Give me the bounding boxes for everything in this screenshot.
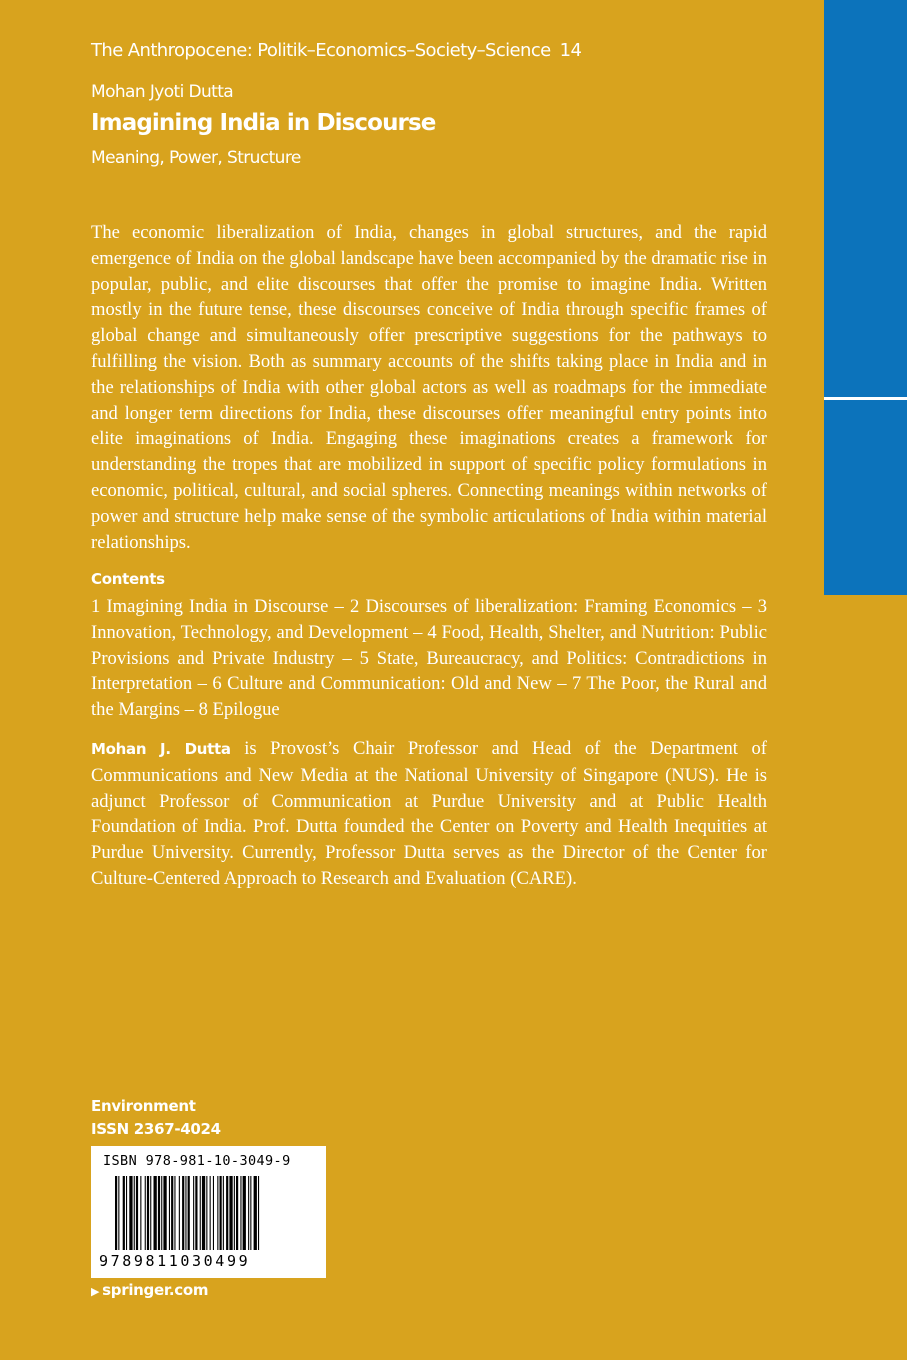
publisher-link[interactable] [91, 1281, 208, 1299]
barcode-bar [220, 1176, 222, 1250]
barcode-bar [163, 1176, 166, 1250]
publisher-url: springer.com [102, 1281, 209, 1299]
blurb-paragraph: The economic liberalization of India, changes in global structures, and the rapid emergence of India on the global landscape have been accompanied by the dramatic rise in popular, public, and elite discourses that offer the promise to imagine India. Written mostly in the future tense, these discourses conceive of India through specific frames of global change and simultaneously offer prescriptive suggestions for the pathways to fulfilling the vision. Both as summary accounts of the shifts taking place in India and in the relationships of India with other global actors as well as roadmaps for the immediate and longer term directions for India, these discourses offer meaningful entry points into elite imaginations of India. Engaging these imaginations creates a framework for understanding the tropes that are mobilized in support of specific policy formulations in economic, political, cultural, and social spheres. Connecting meanings within networks of power and structure help make sense of the symbolic articulations of India within material relationships. [91, 222, 767, 553]
barcode-bar [182, 1176, 184, 1250]
subject-block [91, 1095, 221, 1141]
barcode-bar [161, 1176, 162, 1250]
barcode-box [91, 1146, 326, 1278]
barcode-bar [206, 1176, 207, 1250]
barcode-bar [234, 1176, 235, 1250]
book-title: Imagining India in Discourse [91, 110, 436, 136]
barcode-bar [115, 1176, 117, 1250]
issn-label: ISSN 2367-4024 [91, 1120, 221, 1138]
barcode-bar [236, 1176, 238, 1250]
series-title: The Anthropocene: Politik–Economics–Society–Science [91, 40, 551, 61]
barcode-bar [240, 1176, 241, 1250]
barcode-bar [200, 1176, 201, 1250]
series-line [91, 40, 581, 61]
cover-accent-block [824, 0, 907, 595]
barcode-bar [258, 1176, 259, 1250]
barcode-bar [248, 1176, 249, 1250]
bio-author-name: Mohan J. Dutta [91, 740, 231, 758]
barcode-bar [158, 1176, 160, 1250]
barcode-bar [202, 1176, 205, 1250]
barcode-bar [179, 1176, 180, 1250]
series-number: 14 [559, 40, 582, 61]
barcode-bar [145, 1176, 146, 1250]
barcode-bar [210, 1176, 211, 1250]
barcode-bar [223, 1176, 224, 1250]
barcode-bar [147, 1176, 149, 1250]
barcode-bar [154, 1176, 157, 1250]
author-bio [91, 736, 767, 892]
barcode-bar [126, 1176, 127, 1250]
barcode-bar [250, 1176, 251, 1250]
barcode-bar [217, 1176, 218, 1250]
barcode-bar [169, 1176, 170, 1250]
barcode-bar [134, 1176, 135, 1250]
barcode-bar [243, 1176, 246, 1250]
barcode-bar [150, 1176, 151, 1250]
barcode-bar [171, 1176, 173, 1250]
subject-label: Environment [91, 1097, 196, 1115]
bio-text: is Provost’s Chair Professor and Head of the Department of Communications and New Media at the National University of Singapore (NUS). He is adjunct Professor of Communication at Purdue University and at Public Health Foundation of India. Prof. Dutta founded the Center on Poverty and Health Inequities at Purdue University. Currently, Professor Dutta serves as the Director of the Center for Culture-Centered Approach to Research and Evaluation (CARE). [91, 738, 767, 889]
barcode-bar [188, 1176, 190, 1250]
barcode-bar [193, 1176, 194, 1250]
barcode-bar [140, 1176, 141, 1250]
barcode-bar [123, 1176, 125, 1250]
barcode-bar [229, 1176, 232, 1250]
cover-accent-line [824, 397, 907, 400]
barcode-bar [185, 1176, 186, 1250]
author-name: Mohan Jyoti Dutta [91, 82, 234, 102]
arrow-right-icon: ▶ [91, 1285, 100, 1298]
contents-heading: Contents [91, 570, 165, 588]
barcode-isbn-label: ISBN 978-981-10-3049-9 [103, 1153, 291, 1169]
barcode-bar [226, 1176, 228, 1250]
book-subtitle: Meaning, Power, Structure [91, 148, 301, 168]
barcode-bar [195, 1176, 197, 1250]
barcode-bar [118, 1176, 119, 1250]
barcode-bar [136, 1176, 138, 1250]
contents-list: 1 Imagining India in Discourse – 2 Discourses of liberalization: Framing Economics – 3 Innovation, Technology, and Development – 4 Food, Health, Shelter, and Nutrition: Public Provisions and Private Industry – 5 State, Bureaucracy, and Politics: Contradictions in Interpretation – 6 Culture and Communication: Old and New – 7 The Poor, the Rural and the Margins – 8 Epilogue [91, 596, 767, 721]
barcode-bar [213, 1176, 214, 1250]
barcode-bar [174, 1176, 175, 1250]
barcode-bar [129, 1176, 132, 1250]
barcode-digits: 9789811030499 [99, 1252, 251, 1270]
barcode-bar [254, 1176, 257, 1250]
